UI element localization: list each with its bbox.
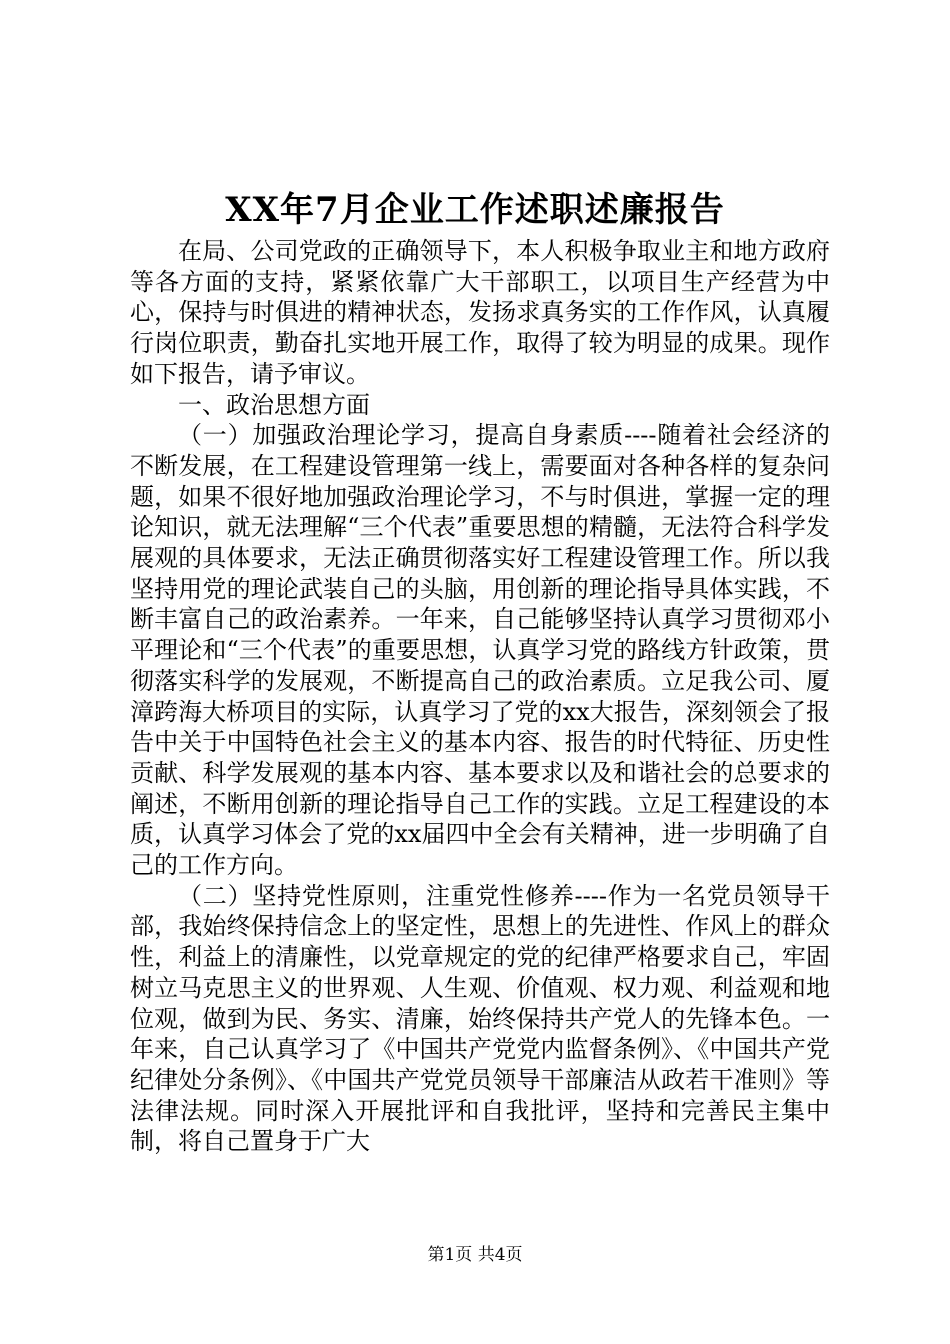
paragraph-2: （二）坚持党性原则，注重党性修养----作为一名党员领导干部，我始终保持信念上的坚定性，思想上的先进性、作风上的群众性，利益上的清廉性，以党章规定的党的纪律严格要求自己，牢固树立马克思主义的世界观、人生观、价值观、权力观、利益观和地位观，做到为民、务实、清廉，始终保持共产党人的先锋本色。一年来，自己认真学习了《中国共产党党内监督条例》、《中国共产党纪律处分条例》、《中国共产党党员领导干部廉洁从政若干准则》等法律法规。同时深入开展批评和自我批评，坚持和完善民主集中制，将自己置身于广大 bbox=[130, 881, 830, 1156]
document-body bbox=[130, 236, 830, 1157]
page-footer: 第1页 共4页 bbox=[427, 1245, 523, 1265]
document-title: XX年7月企业工作述职述廉报告 bbox=[225, 190, 725, 230]
intro-paragraph: 在局、公司党政的正确领导下，本人积极争取业主和地方政府等各方面的支持，紧紧依靠广大干部职工，以项目生产经营为中心，保持与时俱进的精神状态，发扬求真务实的工作作风，认真履行岗位职责，勤奋扎实地开展工作，取得了较为明显的成果。现作如下报告，请予审议。 bbox=[130, 237, 830, 388]
paragraph-1: （一）加强政治理论学习，提高自身素质----随着社会经济的不断发展，在工程建设管理第一线上，需要面对各种各样的复杂问题，如果不很好地加强政治理论学习，不与时俱进，掌握一定的理论知识，就无法理解“三个代表”重要思想的精髓，无法符合科学发展观的具体要求，无法正确贯彻落实好工程建设管理工作。所以我坚持用党的理论武装自己的头脑，用创新的理论指导具体实践，不断丰富自己的政治素养。一年来，自己能够坚持认真学习贯彻邓小平理论和“三个代表”的重要思想，认真学习党的路线方针政策，贯彻落实科学的发展观，不断提高自己的政治素质。立足我公司、厦漳跨海大桥项目的实际，认真学习了党的xx大报告，深刻领会了报告中关于中国特色社会主义的基本内容、报告的时代特征、历史性贡献、科学发展观的基本内容、基本要求以及和谐社会的总要求的阐述，不断用创新的理论指导自己工作的实践。立足工程建设的本质，认真学习体会了党的xx届四中全会有关精神，进一步明确了自己的工作方向。 bbox=[130, 421, 830, 880]
section-heading: 一、政治思想方面 bbox=[178, 390, 370, 419]
